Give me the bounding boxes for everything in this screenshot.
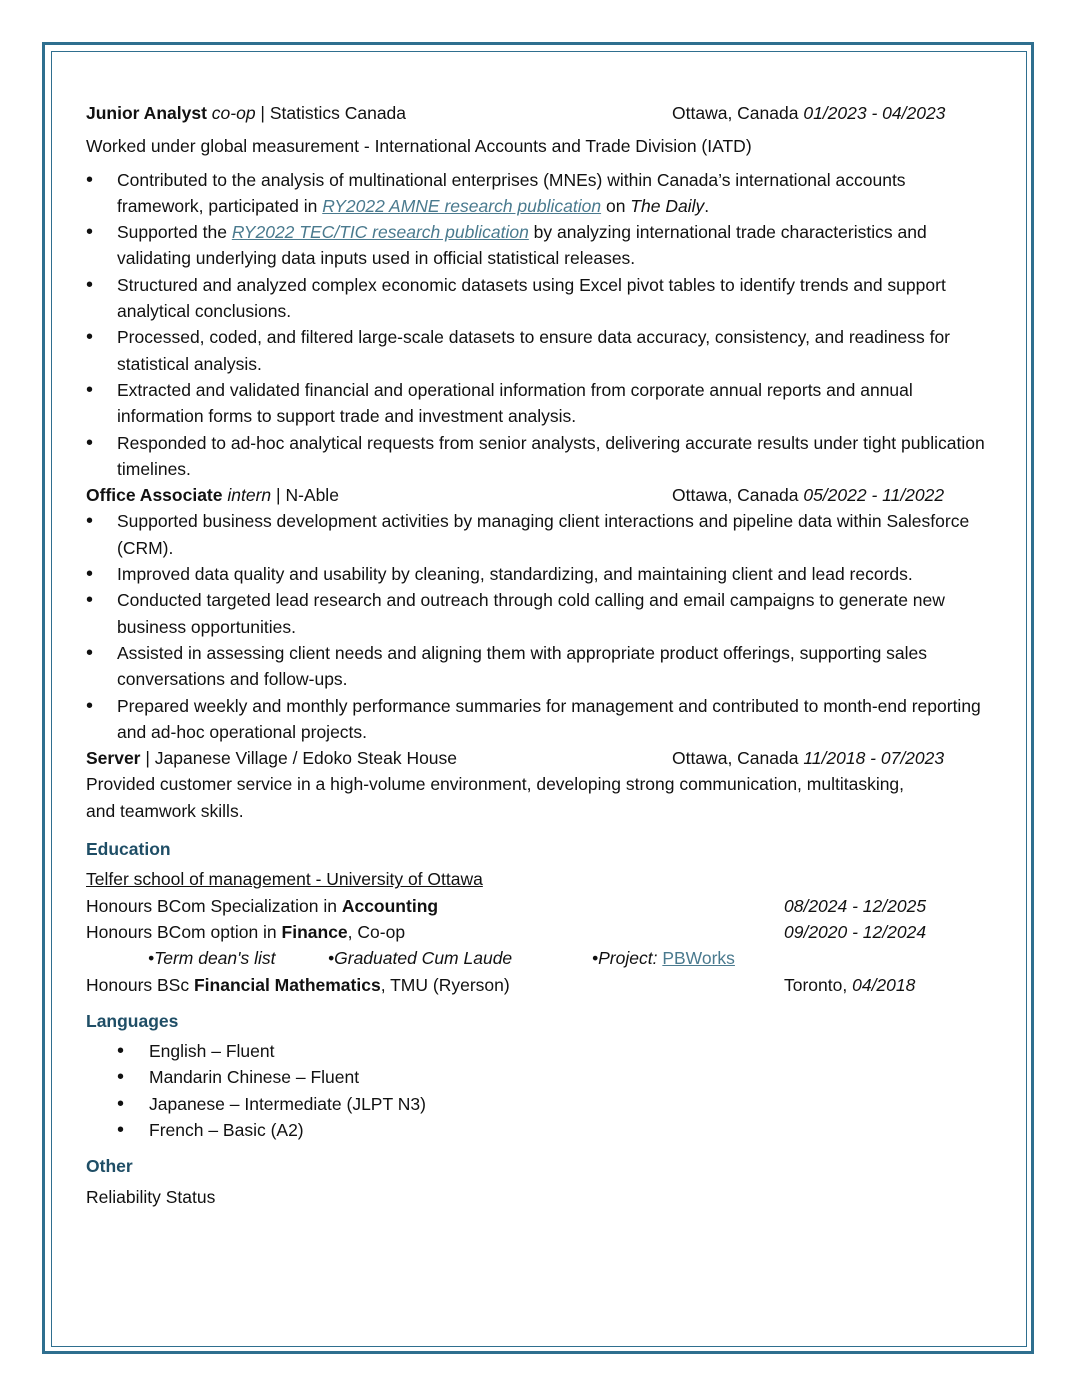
job-dates: 11/2018 - 07/2023: [803, 748, 945, 769]
job-bullets: [86, 167, 996, 483]
list-item: • Japanese – Intermediate (JLPT N3): [86, 1091, 996, 1117]
languages-list: [86, 1038, 996, 1143]
list-item: • Responded to ad-hoc analytical requests from senior analysts, delivering accurate results under tight publication timelines.: [86, 430, 996, 483]
list-item: • Prepared weekly and monthly performance summaries for management and contributed to month-end reporting and ad-hoc operational projects.: [86, 693, 996, 746]
list-item: • Structured and analyzed complex economic datasets using Excel pivot tables to identify trends and support analytical conclusions.: [86, 272, 996, 325]
degree-dates: 09/2020 - 12/2024: [784, 921, 927, 942]
list-item: • Extracted and validated financial and operational information from corporate annual reports and annual information forms to support trade and investment analysis.: [86, 377, 996, 430]
job-location: Ottawa, Canada: [672, 485, 799, 506]
list-item: • Supported business development activities by managing client interactions and pipeline data within Salesforce (CRM).: [86, 508, 996, 561]
job-dates: 05/2022 - 11/2022: [803, 485, 945, 506]
list-item: • Assisted in assessing client needs and aligning them with appropriate product offerings, supporting sales conversations and follow-ups.: [86, 640, 996, 693]
job-header: Server | Japanese Village / Edoko Steak House Ottawa, Canada 11/2018 - 07/2023: [86, 748, 945, 769]
job-header: Junior Analyst co-op | Statistics Canada Ottawa, Canada 01/2023 - 04/2023: [86, 103, 946, 123]
job-org: Japanese Village / Edoko Steak House: [154, 748, 458, 769]
job-dates: 01/2023 - 04/2023: [803, 103, 946, 123]
honor-item: •Graduated Cum Laude: [328, 948, 513, 969]
job-title: Server: [86, 748, 141, 769]
job-location: Ottawa, Canada: [672, 103, 799, 123]
job-title: Junior Analyst: [86, 103, 207, 123]
school-name: Telfer school of management - University of Ottawa: [86, 869, 483, 890]
degree-row: Honours BSc Financial Mathematics, TMU (Ryerson) Toronto, 04/2018: [86, 974, 916, 995]
job-bullets: [86, 508, 996, 745]
list-item: • English – Fluent: [86, 1038, 996, 1064]
section-heading-education: Education: [86, 839, 171, 860]
job-location: Ottawa, Canada: [672, 748, 799, 769]
job-type: intern: [227, 485, 272, 506]
section-heading-languages: Languages: [86, 1010, 179, 1031]
job-header: Office Associate intern | N-Able Ottawa, Canada 05/2022 - 11/2022: [86, 485, 945, 506]
amne-publication-link[interactable]: RY2022 AMNE research publication: [322, 195, 602, 216]
resume-content: [86, 100, 996, 1210]
list-item: • Conducted targeted lead research and outreach through cold calling and email campaigns to generate new business opportunities.: [86, 587, 996, 640]
job-org: N-Able: [285, 485, 339, 506]
list-item: • Processed, coded, and filtered large-scale datasets to ensure data accuracy, consistency, and readiness for statistical analysis.: [86, 324, 996, 377]
other-text: Reliability Status: [86, 1186, 216, 1207]
list-item: • Contributed to the analysis of multinational enterprises (MNEs) within Canada’s international accounts framework, participated in RY2022 AMNE research publication on The Daily.: [86, 167, 996, 220]
job-summary: Worked under global measurement - International Accounts and Trade Division (IATD): [86, 136, 752, 157]
job-type: co-op: [211, 103, 256, 123]
degree-row: Honours BCom Specialization in Accounting 08/2024 - 12/2025: [86, 895, 927, 916]
tec-tic-publication-link[interactable]: RY2022 TEC/TIC research publication: [231, 222, 529, 243]
list-item: • French – Basic (A2): [86, 1117, 996, 1143]
job-title: Office Associate: [86, 485, 223, 506]
job-summary: Provided customer service in a high-volume environment, developing strong communication, multitasking, and teamwork skills.: [86, 774, 905, 821]
list-item: • Supported the RY2022 TEC/TIC research publication by analyzing international trade characteristics and validating underlying data inputs used in official statistical releases.: [86, 219, 996, 272]
honors-row: [86, 945, 996, 971]
section-heading-other: Other: [86, 1156, 133, 1177]
degree-dates: 08/2024 - 12/2025: [784, 895, 927, 916]
honor-item: •Term dean's list: [148, 948, 276, 969]
degree-row: Honours BCom option in Finance, Co-op 09/2020 - 12/2024: [86, 921, 927, 942]
list-item: • Improved data quality and usability by cleaning, standardizing, and maintaining client and lead records.: [86, 561, 996, 587]
list-item: • Mandarin Chinese – Fluent: [86, 1064, 996, 1090]
honor-item: •Project: PBWorks: [592, 948, 735, 969]
pbworks-link[interactable]: PBWorks: [662, 948, 735, 969]
job-org: Statistics Canada: [269, 103, 407, 123]
